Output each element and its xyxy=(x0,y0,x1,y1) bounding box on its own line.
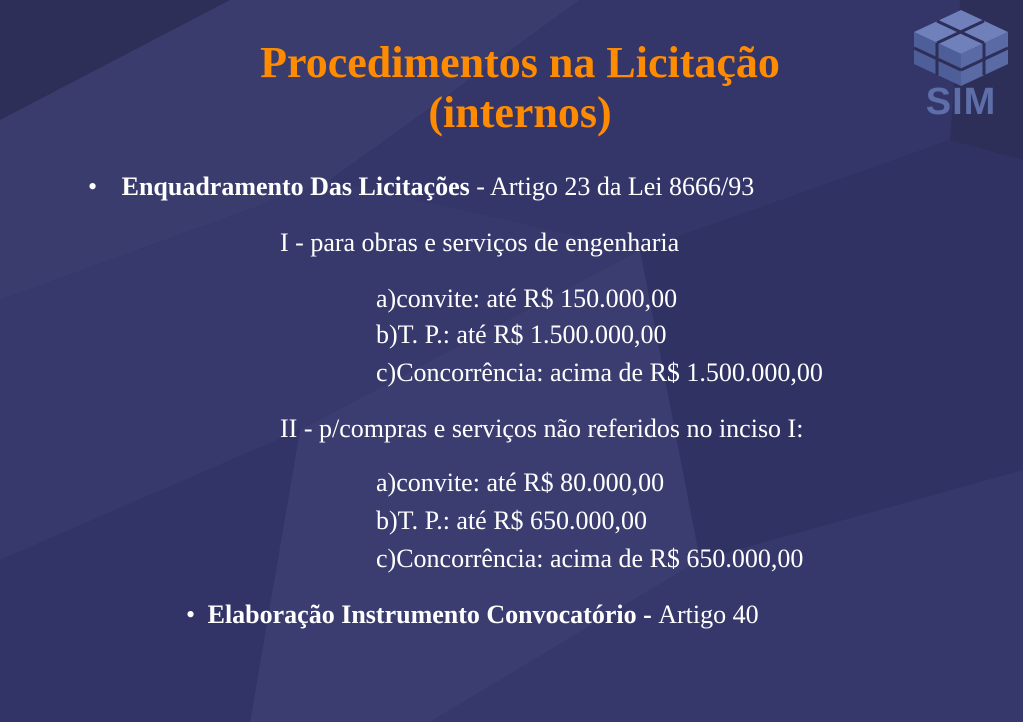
inciso-2-heading: II - p/compras e serviços não referidos no inciso I: xyxy=(280,414,804,443)
bullet-rest-text: - Artigo 23 da Lei 8666/93 xyxy=(469,172,755,201)
list-item: b)T. P.: até R$ 1.500.000,00 xyxy=(376,320,667,349)
sim-logo xyxy=(908,8,1014,124)
list-item: c)Concorrência: acima de R$ 650.000,00 xyxy=(376,544,804,573)
bullet-enquadramento xyxy=(88,170,754,204)
bullet-marker: • xyxy=(186,600,196,629)
list-item: a)convite: até R$ 150.000,00 xyxy=(376,284,678,313)
bullet-elaboracao xyxy=(186,598,759,632)
list-item: a)convite: até R$ 80.000,00 xyxy=(376,468,665,497)
list-item: c)Concorrência: acima de R$ 1.500.000,00 xyxy=(376,358,823,387)
cube-icon xyxy=(908,8,1014,88)
bullet-marker: • xyxy=(88,172,98,201)
bullet-bold-text: Enquadramento Das Licitações xyxy=(121,172,470,201)
title-line-2: (internos) xyxy=(428,88,612,137)
page-title xyxy=(150,38,890,138)
logo-text: SIM xyxy=(925,81,997,123)
title-line-1: Procedimentos na Licitação xyxy=(260,38,780,87)
bullet-rest-text: Artigo 40 xyxy=(658,600,759,629)
list-item: b)T. P.: até R$ 650.000,00 xyxy=(376,506,648,535)
bullet-bold-text: Elaboração Instrumento Convocatório - xyxy=(207,600,659,629)
inciso-1-heading: I - para obras e serviços de engenharia xyxy=(280,228,680,257)
